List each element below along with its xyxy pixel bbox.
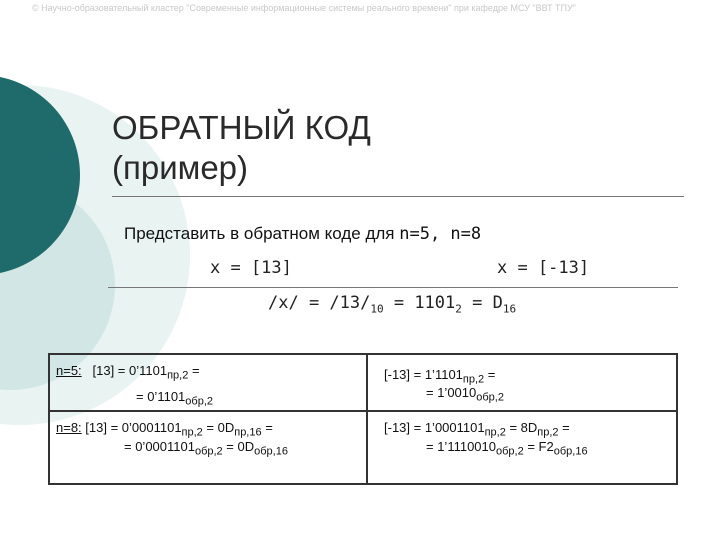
abs-prefix: /x/ = /13/	[268, 293, 371, 313]
page-title	[112, 108, 371, 188]
x-positive: x = [13]	[210, 258, 292, 278]
section-divider	[108, 287, 678, 288]
title-line-2: (пример)	[112, 149, 249, 186]
label-n8: n=8:	[56, 420, 82, 435]
abs-sub-2: 2	[455, 302, 462, 316]
abs-eq-hex: = D	[461, 293, 503, 313]
title-divider	[112, 196, 684, 197]
example-table	[48, 353, 678, 485]
title-line-1: ОБРАТНЫЙ КОД	[112, 109, 371, 146]
cell-n5-negative: $[-13] = 1’1101_{пр,2}$ = = $1’0010_{обр,2}$	[367, 354, 677, 411]
task-text: Представить в обратном коде для	[124, 224, 395, 243]
abs-sub-10: 10	[370, 302, 384, 316]
x-negative: x = [-13]	[497, 258, 590, 278]
cell-n5-positive: n=5: $[13] = 0’1101_{пр,2}$ = = $0’1101_{обр,2}$	[49, 354, 367, 411]
label-n5: n=5:	[56, 363, 82, 378]
task-n-values: n=5, n=8	[399, 224, 482, 244]
abs-sub-16: 16	[502, 302, 517, 316]
task-statement	[124, 224, 481, 244]
cell-n8-negative: $[-13] = 1’0001101_{пр,2} = 8D_{пр,2}$ = = $1’1110010_{обр,2} = F2_{обр,16}$	[367, 411, 677, 484]
copyright-line: © Научно-образовательный кластер "Современные информационные системы реального времени" при кафедре МСУ "ВВТ ТПУ"	[32, 3, 576, 13]
abs-eq-binary: = 1101	[383, 293, 456, 313]
absolute-value-line	[268, 293, 516, 315]
cell-n8-positive: n=8: $[13] = 0’0001101_{пр,2} = 0D_{пр,16}$ = = $0’0001101_{обр,2} = 0D_{обр,16}$	[49, 411, 367, 484]
